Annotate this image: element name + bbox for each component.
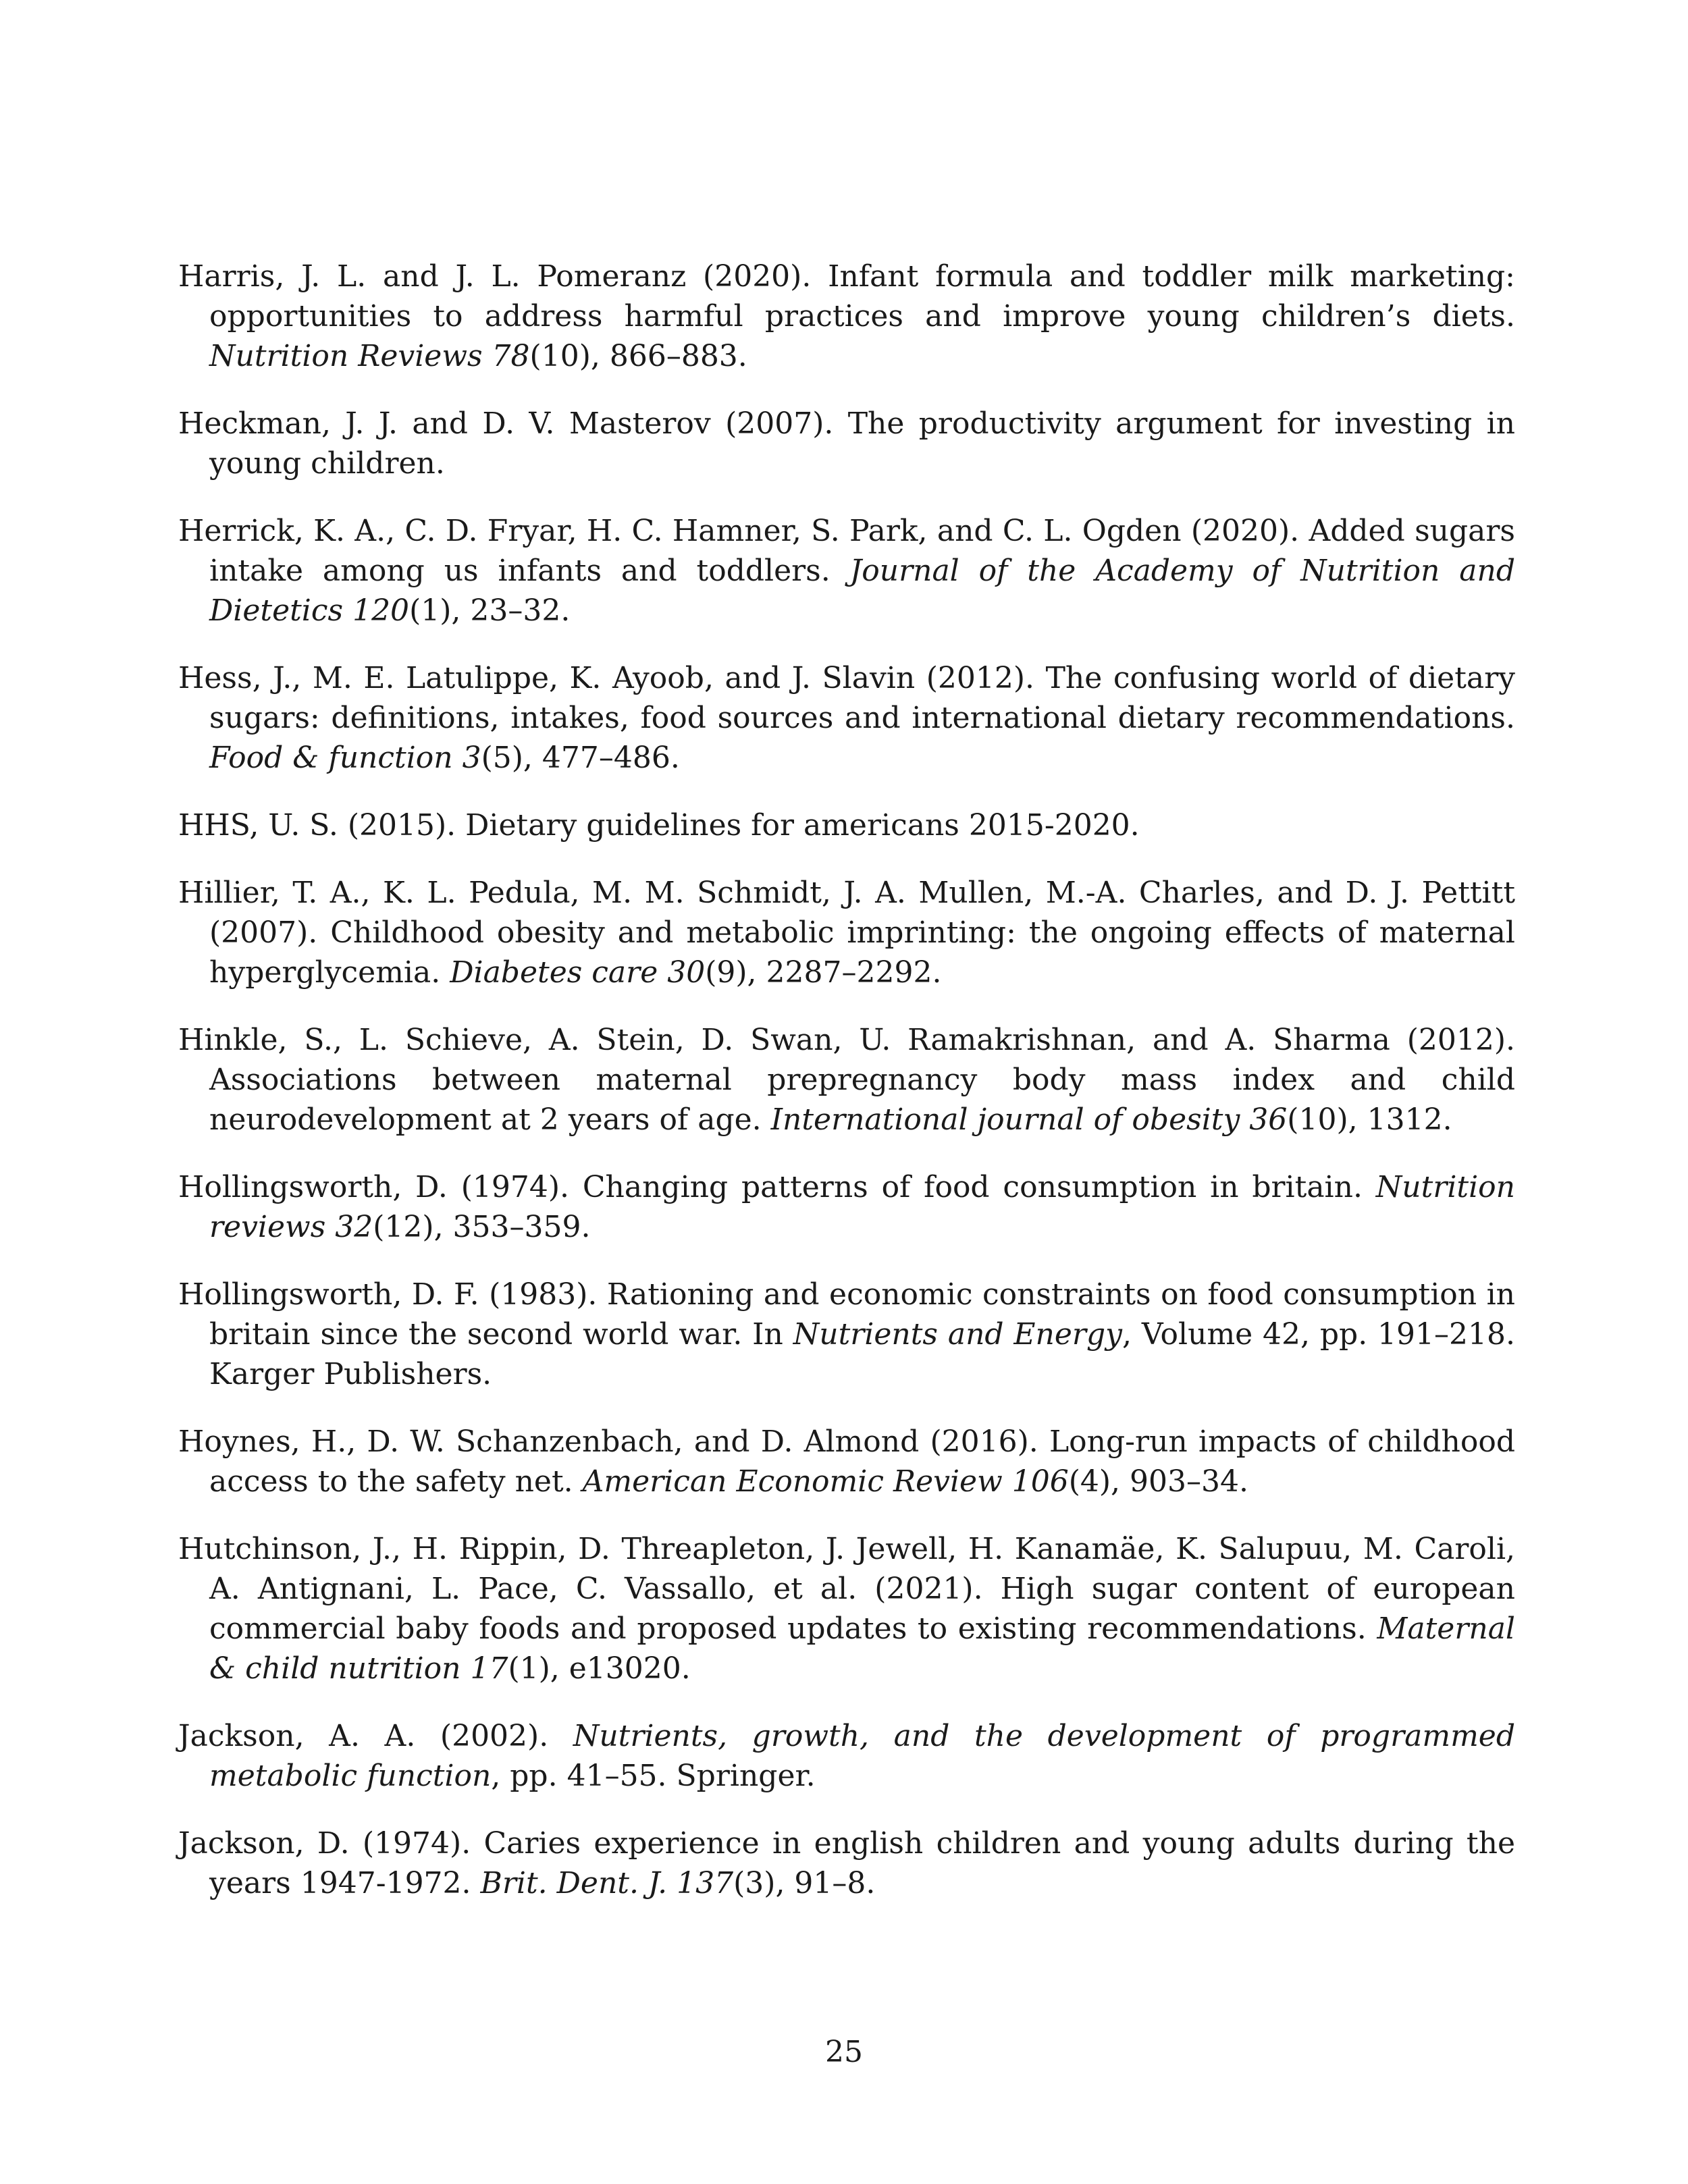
reference-details: (1), 23–32. — [409, 593, 571, 628]
reference-details: (12), 353–359. — [373, 1210, 591, 1244]
reference-entry — [178, 1422, 1515, 1501]
reference-details: (1), e13020. — [508, 1651, 691, 1686]
reference-text: Hess, J., M. E. Latulippe, K. Ayoob, and J. Slavin (2012). The confusing world of dietary sugars: definitions, intakes, food sources and international dietary recommendations. — [178, 661, 1515, 735]
reference-text: Jackson, D. (1974). Caries experience in english children and young adults during the years 1947-1972. — [178, 1826, 1515, 1900]
page-number: 25 — [825, 2035, 863, 2069]
reference-entry — [178, 1020, 1515, 1140]
reference-entry — [178, 1529, 1515, 1688]
reference-text: Hillier, T. A., K. L. Pedula, M. M. Schmidt, J. A. Mullen, M.-A. Charles, and D. J. Pettitt (2007). Childhood obesity and metabolic imprinting: the ongoing effects of maternal hyperglycemia. — [178, 876, 1515, 990]
reference-text: Heckman, J. J. and D. V. Masterov (2007). The productivity argument for investing in young children. — [178, 406, 1515, 481]
reference-entry — [178, 511, 1515, 631]
reference-entry — [178, 658, 1515, 778]
reference-source: International journal of obesity 36 — [770, 1102, 1288, 1137]
reference-text: Hutchinson, J., H. Rippin, D. Threapleton, J. Jewell, H. Kanamäe, K. Salupuu, M. Caroli, A. Antignani, L. Pace, C. Vassallo, et al. (2021). High sugar content of european commercial baby foods and proposed updates to existing recommendations. — [178, 1532, 1515, 1646]
reference-text: Hollingsworth, D. (1974). Changing patterns of food consumption in britain. — [178, 1170, 1376, 1204]
reference-source: Nutrition reviews 32 — [209, 1170, 1515, 1244]
reference-entry — [178, 873, 1515, 992]
reference-entry — [178, 1716, 1515, 1796]
reference-details: (9), 2287–2292. — [705, 955, 942, 990]
reference-details: (5), 477–486. — [481, 741, 680, 775]
reference-text: Jackson, A. A. (2002). — [178, 1719, 573, 1753]
reference-text: Hollingsworth, D. F. (1983). Rationing and economic constraints on food consumption in britain since the second world war. In — [178, 1277, 1515, 1352]
reference-source: Diabetes care 30 — [450, 955, 706, 990]
reference-source: Nutrients and Energy — [793, 1317, 1122, 1352]
reference-text: Herrick, K. A., C. D. Fryar, H. C. Hamner, S. Park, and C. L. Ogden (2020). Added sugars intake among us infants and toddlers. — [178, 514, 1515, 588]
reference-source: Nutrition Reviews 78 — [209, 339, 530, 373]
reference-source: Nutrients, growth, and the development of programmed metabolic function — [209, 1719, 1515, 1793]
reference-entry — [178, 1167, 1515, 1247]
reference-details: (10), 1312. — [1287, 1102, 1452, 1137]
reference-entry — [178, 805, 1515, 845]
reference-entry — [178, 1823, 1515, 1903]
reference-source: American Economic Review 106 — [582, 1464, 1069, 1499]
reference-details: (3), 91–8. — [733, 1866, 876, 1900]
reference-source: Food & function 3 — [209, 741, 481, 775]
reference-entry — [178, 404, 1515, 483]
reference-details: , Volume 42, pp. 191–218. Karger Publishers. — [209, 1317, 1515, 1391]
reference-source: Brit. Dent. J. 137 — [480, 1866, 734, 1900]
reference-entry — [178, 257, 1515, 376]
reference-list — [178, 257, 1515, 1931]
reference-source: Journal of the Academy of Nutrition and Dietetics 120 — [209, 554, 1515, 628]
reference-text: HHS, U. S. (2015). Dietary guidelines for americans 2015-2020. — [178, 808, 1140, 843]
reference-entry — [178, 1275, 1515, 1394]
reference-text: Hinkle, S., L. Schieve, A. Stein, D. Swan, U. Ramakrishnan, and A. Sharma (2012). Associations between maternal prepregnancy body mass index and child neurodevelopment at 2 years of age. — [178, 1023, 1515, 1137]
reference-details: (4), 903–34. — [1068, 1464, 1248, 1499]
reference-source: Maternal & child nutrition 17 — [209, 1612, 1515, 1686]
reference-text: Hoynes, H., D. W. Schanzenbach, and D. Almond (2016). Long-run impacts of childhood access to the safety net. — [178, 1424, 1515, 1499]
reference-details: , pp. 41–55. Springer. — [491, 1759, 816, 1793]
reference-details: (10), 866–883. — [529, 339, 747, 373]
reference-text: Harris, J. L. and J. L. Pomeranz (2020). Infant formula and toddler milk marketing: opportunities to address harmful practices and improve young children’s diets. — [178, 259, 1515, 334]
